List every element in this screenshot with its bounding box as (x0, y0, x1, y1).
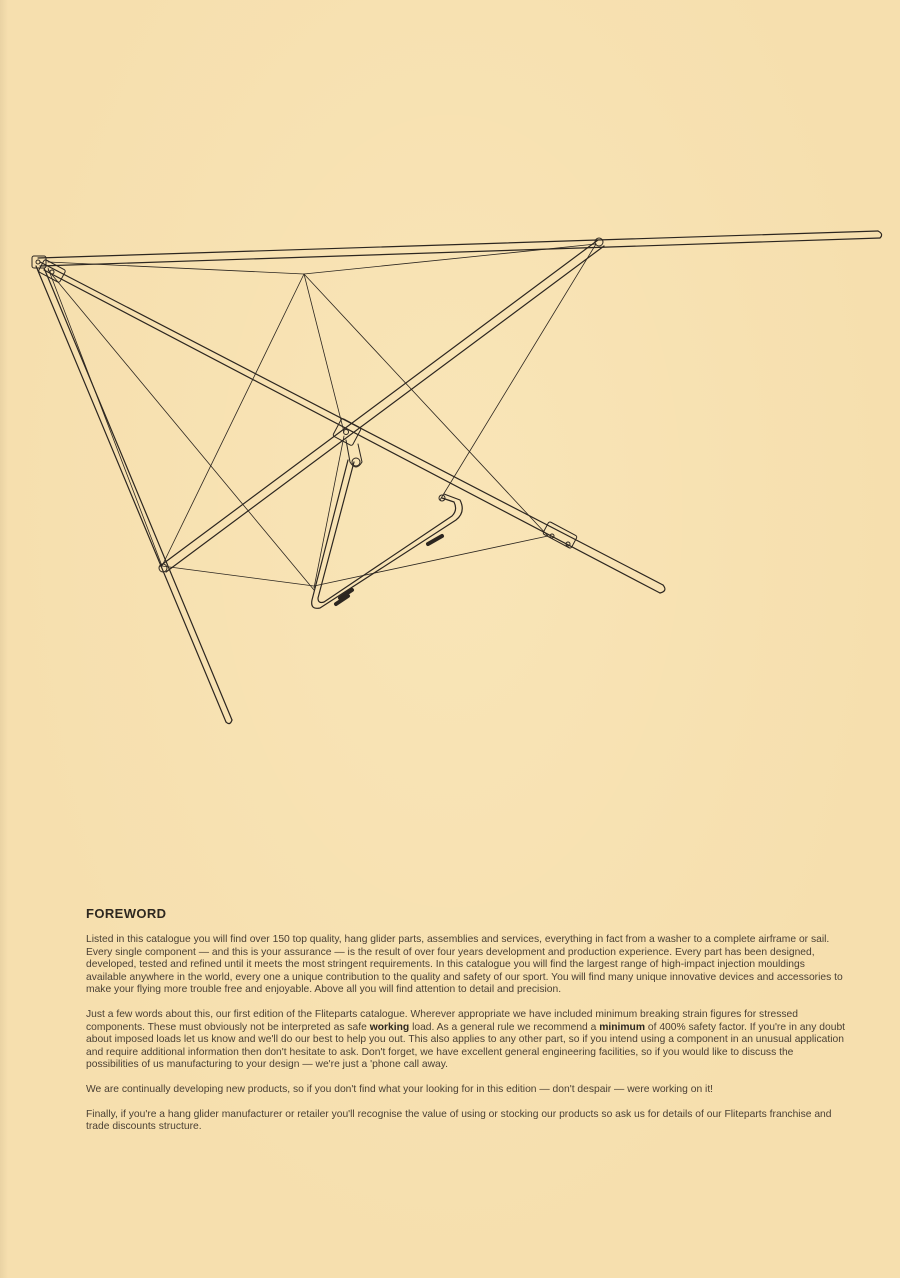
foreword-paragraph-2-part-a: Just a few words about this, our first edition of the Fliteparts catalogue. Wherever appropriate we have included minimum breaking strain figures for stressed components. These must obviously not be interpreted as safe (86, 1008, 798, 1033)
hang-point-fitting (333, 418, 362, 467)
minimum-emphasis: minimum (599, 1021, 646, 1033)
working-emphasis: working (369, 1021, 410, 1033)
foreword-paragraph-2-part-e: of 400% safety factor. If you're in any doubt about imposed loads let us know and we'll do our best to help you out. This also applies to any other part, so if you intend using a component in an unusual application and require additional information then don't hesitate to ask. Don't forget, we have excellent general engineering facilities, so if you would like to discuss the possibilities of us manufacturing to your design — we're just a 'phone call away. (86, 1021, 846, 1071)
rigging-wires (48, 244, 596, 590)
left-leading-edge-tube (36, 266, 232, 724)
foreword-paragraph-3: We are continually developing new products, so if you don't find what your looking for in this edition — don't despair — were working on it! (86, 1083, 714, 1095)
foreword-section (86, 906, 846, 1146)
foreword-paragraph-1: Listed in this catalogue you will find over 150 top quality, hang glider parts, assemblies and services, everything in fact from a washer to a complete airframe or sail. Every single component — and this is your assurance — is the result of over four years development and production experience. Every part has been designed, developed, tested and refined until it meets the most stringent requirements. In this catalogue you will find the largest range of high-impact injection mouldings available anywhere in the world, every one a unique contribution to the quality and safety of our sport. You will find many unique innovative devices and accessories to make your flying more trouble free and enjoyable. Above all you will find attention to detail and precision. (86, 934, 843, 996)
keel-tube (40, 262, 665, 593)
crossbar-tube (160, 240, 604, 572)
foreword-title: FOREWORD (86, 906, 167, 921)
foreword-paragraph-2-part-c: load. As a general rule we recommend a (409, 1021, 600, 1033)
foreword-paragraph-2 (86, 1009, 846, 1072)
foreword-paragraph-4: Finally, if you're a hang glider manufacturer or retailer you'll recognise the value of using or stocking our products so ask us for details of our Fliteparts franchise and trade discounts structure. (86, 1108, 832, 1133)
control-bar (312, 460, 463, 608)
leading-edge-tube (38, 231, 882, 266)
crossbar-junction-fitting (159, 238, 603, 572)
